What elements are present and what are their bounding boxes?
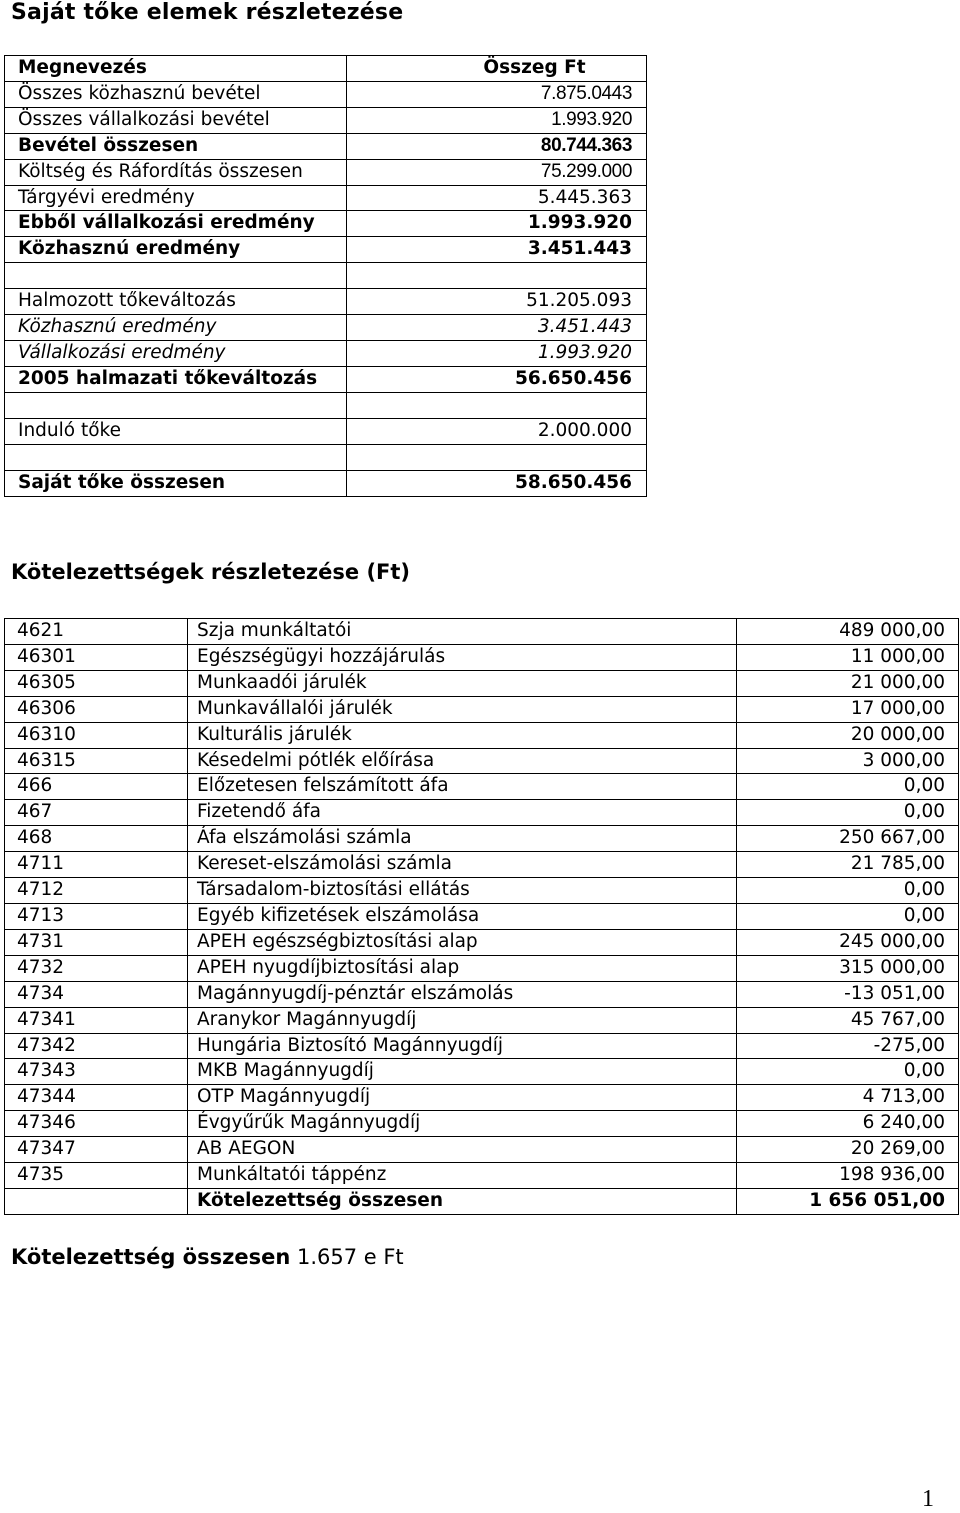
liability-amount: 6 240,00 [737, 1111, 959, 1137]
liability-code: 466 [5, 774, 188, 800]
liability-row [5, 774, 959, 800]
liability-description: Aranykor Magánnyugdíj [188, 1007, 737, 1033]
equity-total-row [5, 470, 647, 496]
liability-code: 4735 [5, 1163, 188, 1189]
liability-amount: 3 000,00 [737, 748, 959, 774]
equity-row-name: Költség és Ráfordítás összesen [5, 159, 347, 185]
liability-code: 46315 [5, 748, 188, 774]
equity-row-value: 5.445.363 [347, 185, 647, 211]
summary-value: 1.657 e Ft [296, 1245, 404, 1269]
equity-header-row [5, 56, 647, 82]
equity-row-value: 7.875.0443 [347, 81, 647, 107]
equity-blank-row [5, 444, 647, 470]
total-label: Kötelezettség összesen [188, 1188, 737, 1214]
equity-row-value: 58.650.456 [347, 470, 647, 496]
liability-description: Kereset-elszámolási számla [188, 852, 737, 878]
equity-row-value: 3.451.443 [347, 237, 647, 263]
equity-row-value: 1.993.920 [347, 211, 647, 237]
liability-code: 47346 [5, 1111, 188, 1137]
liability-row [5, 644, 959, 670]
liability-description: Munkaadói járulék [188, 670, 737, 696]
equity-row-value: 80.744.363 [347, 133, 647, 159]
liability-description: APEH egészségbiztosítási alap [188, 929, 737, 955]
liability-code: 46301 [5, 644, 188, 670]
liability-description: APEH nyugdíjbiztosítási alap [188, 955, 737, 981]
liability-description: AB AEGON [188, 1137, 737, 1163]
page-title: Saját tőke elemek részletezése [11, 0, 404, 25]
liability-code: 467 [5, 800, 188, 826]
liability-code: 47341 [5, 1007, 188, 1033]
equity-row-name: Tárgyévi eredmény [5, 185, 347, 211]
liability-amount: 0,00 [737, 903, 959, 929]
equity-row [5, 289, 647, 315]
equity-row [5, 81, 647, 107]
equity-row-name: Összes vállalkozási bevétel [5, 107, 347, 133]
equity-row-name: Vállalkozási eredmény [5, 341, 347, 367]
liability-code: 47342 [5, 1033, 188, 1059]
liability-row [5, 722, 959, 748]
liability-description: Egyéb kifizetések elszámolása [188, 903, 737, 929]
liability-description: Munkáltatói táppénz [188, 1163, 737, 1189]
equity-row-value: 3.451.443 [347, 315, 647, 341]
liability-row [5, 852, 959, 878]
liability-row [5, 878, 959, 904]
equity-row [5, 159, 647, 185]
liability-row [5, 929, 959, 955]
liability-code: 4713 [5, 903, 188, 929]
equity-row-name: Halmozott tőkeváltozás [5, 289, 347, 315]
liability-row [5, 826, 959, 852]
liability-row [5, 1059, 959, 1085]
equity-row [5, 366, 647, 392]
equity-row-name: Közhasznú eredmény [5, 315, 347, 341]
liability-row [5, 619, 959, 645]
liability-amount: 11 000,00 [737, 644, 959, 670]
liability-description: Kulturális járulék [188, 722, 737, 748]
equity-row [5, 211, 647, 237]
liability-row [5, 1137, 959, 1163]
liability-description: Évgyűrűk Magánnyugdíj [188, 1111, 737, 1137]
liability-row [5, 1033, 959, 1059]
liability-description: Késedelmi pótlék előírása [188, 748, 737, 774]
page-number: 1 [922, 1486, 934, 1512]
liability-description: Áfa elszámolási számla [188, 826, 737, 852]
liability-description: Szja munkáltatói [188, 619, 737, 645]
liability-amount: 21 785,00 [737, 852, 959, 878]
equity-header-name: Megnevezés [5, 56, 347, 82]
liability-amount: 20 269,00 [737, 1137, 959, 1163]
liability-code: 47344 [5, 1085, 188, 1111]
equity-row [5, 418, 647, 444]
equity-row [5, 107, 647, 133]
liability-code: 4731 [5, 929, 188, 955]
total-amount: 1 656 051,00 [737, 1188, 959, 1214]
liability-amount: 315 000,00 [737, 955, 959, 981]
liability-code: 46306 [5, 696, 188, 722]
liability-amount: 198 936,00 [737, 1163, 959, 1189]
liability-code: 4734 [5, 981, 188, 1007]
liability-row [5, 748, 959, 774]
liability-description: Fizetendő áfa [188, 800, 737, 826]
liability-amount: 245 000,00 [737, 929, 959, 955]
equity-row [5, 341, 647, 367]
liability-amount: -13 051,00 [737, 981, 959, 1007]
equity-header-value: Összeg Ft [347, 56, 647, 82]
liability-amount: 250 667,00 [737, 826, 959, 852]
liabilities-table [4, 618, 959, 1215]
liability-row [5, 696, 959, 722]
liability-row [5, 1085, 959, 1111]
liability-amount: 17 000,00 [737, 696, 959, 722]
equity-row [5, 315, 647, 341]
equity-blank-row [5, 392, 647, 418]
equity-row [5, 185, 647, 211]
liability-row [5, 955, 959, 981]
liability-row [5, 1007, 959, 1033]
equity-row-name: 2005 halmazati tőkeváltozás [5, 366, 347, 392]
liability-amount: 0,00 [737, 878, 959, 904]
liability-amount: 489 000,00 [737, 619, 959, 645]
equity-row-name: Bevétel összesen [5, 133, 347, 159]
equity-row-value: 75.299.000 [347, 159, 647, 185]
equity-row-value: 1.993.920 [347, 107, 647, 133]
equity-row-value: 51.205.093 [347, 289, 647, 315]
liability-description: Munkavállalói járulék [188, 696, 737, 722]
equity-row-name: Közhasznú eredmény [5, 237, 347, 263]
liabilities-title: Kötelezettségek részletezése (Ft) [11, 560, 411, 584]
liability-description: Társadalom-biztosítási ellátás [188, 878, 737, 904]
summary-line [11, 1245, 404, 1269]
liability-row [5, 1111, 959, 1137]
equity-row-name: Induló tőke [5, 418, 347, 444]
equity-row-name: Ebből vállalkozási eredmény [5, 211, 347, 237]
equity-row [5, 133, 647, 159]
total-code [5, 1188, 188, 1214]
liability-amount: 20 000,00 [737, 722, 959, 748]
equity-row [5, 237, 647, 263]
liability-code: 4732 [5, 955, 188, 981]
liability-code: 4621 [5, 619, 188, 645]
equity-row-value: 2.000.000 [347, 418, 647, 444]
liability-description: Hungária Biztosító Magánnyugdíj [188, 1033, 737, 1059]
liability-row [5, 670, 959, 696]
liabilities-total-row [5, 1188, 959, 1214]
equity-row-name: Összes közhasznú bevétel [5, 81, 347, 107]
liability-code: 47347 [5, 1137, 188, 1163]
liability-description: OTP Magánnyugdíj [188, 1085, 737, 1111]
liability-amount: 4 713,00 [737, 1085, 959, 1111]
liability-amount: 21 000,00 [737, 670, 959, 696]
liability-row [5, 981, 959, 1007]
equity-row-value: 56.650.456 [347, 366, 647, 392]
liability-description: MKB Magánnyugdíj [188, 1059, 737, 1085]
equity-row-value: 1.993.920 [347, 341, 647, 367]
liability-amount: 0,00 [737, 1059, 959, 1085]
liability-row [5, 903, 959, 929]
liability-code: 47343 [5, 1059, 188, 1085]
equity-blank-row [5, 263, 647, 289]
liability-code: 4711 [5, 852, 188, 878]
equity-table [4, 55, 647, 497]
liability-amount: 0,00 [737, 774, 959, 800]
liability-amount: -275,00 [737, 1033, 959, 1059]
liability-code: 4712 [5, 878, 188, 904]
liability-description: Egészségügyi hozzájárulás [188, 644, 737, 670]
liability-description: Magánnyugdíj-pénztár elszámolás [188, 981, 737, 1007]
liability-code: 46310 [5, 722, 188, 748]
liability-description: Előzetesen felszámított áfa [188, 774, 737, 800]
liability-amount: 45 767,00 [737, 1007, 959, 1033]
liability-row [5, 800, 959, 826]
summary-label: Kötelezettség összesen [11, 1245, 291, 1269]
liability-row [5, 1163, 959, 1189]
liability-code: 46305 [5, 670, 188, 696]
equity-row-name: Saját tőke összesen [5, 470, 347, 496]
liability-amount: 0,00 [737, 800, 959, 826]
liability-code: 468 [5, 826, 188, 852]
